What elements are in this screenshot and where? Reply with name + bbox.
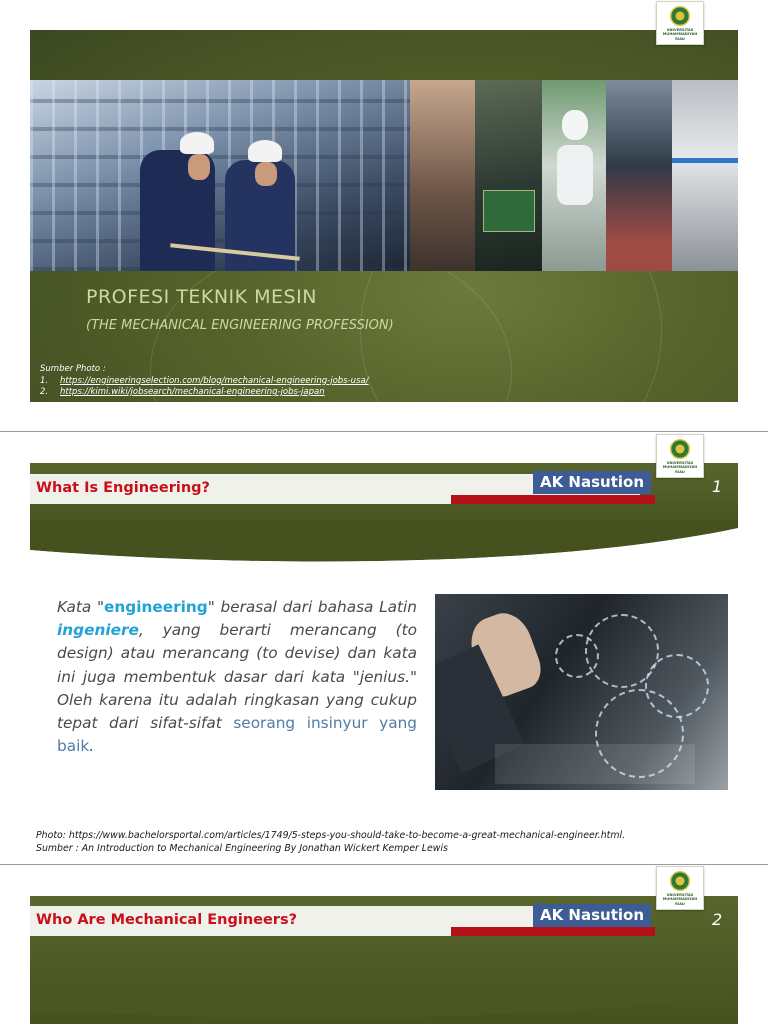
source-item	[40, 376, 369, 388]
emblem-icon	[670, 6, 690, 26]
keyword-ingeniere: ingeniere	[57, 621, 139, 640]
header-wave	[30, 984, 738, 1024]
highlight-good-engineer: seorang insinyur yang baik	[57, 714, 417, 756]
source-number: 2.	[40, 387, 49, 397]
gear-sketch-photo	[435, 594, 728, 790]
logo-text: UNIVERSITAS MUHAMMADIYAH RIAU	[662, 28, 698, 41]
emblem-icon	[670, 871, 690, 891]
accent-bar	[451, 927, 655, 936]
robot-photo	[542, 80, 606, 271]
presentation-subtitle: (THE MECHANICAL ENGINEERING PROFESSION)	[86, 318, 394, 333]
page-number: 2	[712, 910, 723, 929]
plant-engineers-photo	[30, 80, 410, 271]
slide-divider	[0, 431, 768, 432]
source-item	[40, 387, 369, 399]
university-logo	[656, 1, 704, 45]
university-logo	[656, 866, 704, 910]
university-logo	[656, 434, 704, 478]
slide-title: Who Are Mechanical Engineers?	[36, 912, 297, 928]
design-hands-photo	[410, 80, 475, 271]
keyword-engineering: engineering	[104, 598, 208, 616]
source-link[interactable]: https://kimi.wiki/jobsearch/mechanical-engineering-jobs-japan	[60, 387, 325, 397]
logo-text: UNIVERSITAS MUHAMMADIYAH RIAU	[662, 461, 698, 474]
student-photo	[606, 80, 672, 271]
circuit-board-photo	[475, 80, 542, 271]
source-number: 1.	[40, 375, 49, 386]
sources-label: Sumber Photo :	[40, 364, 106, 374]
photo-credit: Photo: https://www.bachelorsportal.com/articles/1749/5-steps-you-should-take-to-become-a-great-mechanical-engineer.html.	[36, 830, 626, 841]
accent-bar	[451, 495, 655, 504]
presentation-title: PROFESI TEKNIK MESIN	[86, 286, 317, 308]
title-slide	[30, 30, 738, 402]
emblem-icon	[670, 439, 690, 459]
source-credit: Sumber : An Introduction to Mechanical Engineering By Jonathan Wickert Kemper Lewis	[36, 843, 448, 854]
slide-title: What Is Engineering?	[36, 480, 210, 496]
slide-divider	[0, 864, 768, 865]
header-wave	[30, 520, 738, 566]
page-number: 1	[712, 477, 723, 496]
gear-icon	[555, 634, 599, 678]
photo-collage	[30, 80, 738, 271]
robotic-arm-photo	[672, 80, 738, 271]
engineering-definition: Kata "engineering" berasal dari bahasa Latin ingeniere, yang berarti merancang (to design) atau merancang (to devise) dan kata ini juga membentuk dasar dari kata "jenius." Oleh karena itu adalah ringkasan yang cukup tepat dari sifat-sifat seorang insinyur yang baik.	[57, 598, 417, 756]
photo-sources	[40, 364, 369, 399]
credits	[36, 829, 625, 855]
source-link[interactable]: https://engineeringselection.com/blog/mechanical-engineering-jobs-usa/	[60, 375, 369, 386]
logo-text: UNIVERSITAS MUHAMMADIYAH RIAU	[662, 893, 698, 906]
author-badge: AK Nasution	[533, 471, 651, 494]
author-badge: AK Nasution	[533, 904, 651, 927]
